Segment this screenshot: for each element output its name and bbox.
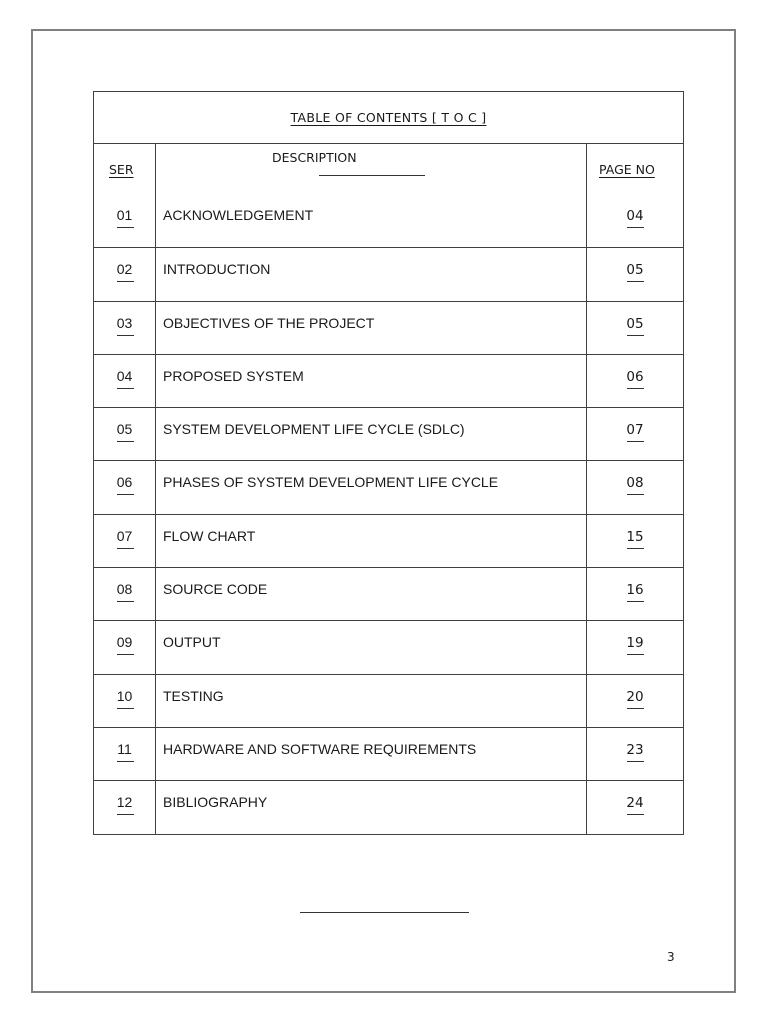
ser-cell [94, 781, 156, 833]
page-underline [627, 281, 644, 282]
page-underline [627, 494, 644, 495]
page-number-cell: 24 [626, 795, 644, 812]
ser-underline [117, 388, 134, 389]
description-cell [156, 781, 587, 833]
page-number-cell: 08 [626, 475, 644, 492]
header-page: PAGE NO [599, 162, 655, 177]
ser-cell [94, 568, 156, 620]
toc-row [94, 514, 683, 567]
description-text: INTRODUCTION [163, 261, 271, 278]
ser-cell [94, 408, 156, 460]
page-cell [587, 621, 683, 673]
page-underline [627, 388, 644, 389]
toc-row [94, 727, 683, 780]
page-cell [587, 355, 683, 407]
page-underline [627, 227, 644, 228]
page-cell [587, 515, 683, 567]
ser-cell [94, 355, 156, 407]
page-underline [627, 601, 644, 602]
toc-title: TABLE OF CONTENTS [ T O C ] [290, 110, 487, 125]
description-text: ACKNOWLEDGEMENT [163, 207, 314, 223]
page-underline [627, 548, 644, 549]
toc-row [94, 354, 683, 407]
description-text: OUTPUT [163, 634, 221, 651]
ser-underline [117, 548, 134, 549]
page-cell [587, 194, 683, 247]
ser-underline [117, 335, 134, 336]
ser-underline [117, 441, 134, 442]
page-cell [587, 302, 683, 354]
ser-underline [117, 281, 134, 282]
page-number-cell: 16 [626, 582, 644, 599]
description-text: OBJECTIVES OF THE PROJECT [163, 314, 375, 331]
toc-row [94, 620, 683, 673]
ser-underline [117, 654, 134, 655]
page-number-cell: 23 [626, 741, 644, 758]
ser-cell [94, 621, 156, 673]
toc-title-row [94, 92, 683, 143]
header-ser: SER [109, 162, 134, 177]
toc-rows [94, 194, 683, 834]
ser-number: 05 [116, 421, 133, 438]
page-number-cell: 04 [626, 208, 644, 224]
description-text: PROPOSED SYSTEM [163, 367, 304, 384]
toc-row [94, 567, 683, 620]
page-cell [587, 568, 683, 620]
description-text: FLOW CHART [163, 527, 256, 544]
description-text: HARDWARE AND SOFTWARE REQUIREMENTS [163, 740, 477, 757]
header-description-underline [319, 175, 425, 176]
ser-cell [94, 302, 156, 354]
description-cell [156, 194, 587, 247]
ser-underline [117, 761, 134, 762]
page-underline [627, 654, 644, 655]
header-page-cell [587, 144, 683, 194]
page-number-cell: 07 [626, 422, 644, 439]
signature-line [300, 912, 469, 913]
ser-underline [117, 708, 134, 709]
toc-row [94, 301, 683, 354]
description-cell [156, 515, 587, 567]
description-cell [156, 302, 587, 354]
page-cell [587, 408, 683, 460]
ser-cell [94, 248, 156, 300]
ser-number: 03 [116, 314, 133, 331]
ser-number: 09 [116, 634, 133, 651]
page-number-cell: 05 [626, 262, 644, 279]
page-number-cell: 06 [626, 368, 644, 385]
ser-number: 04 [116, 367, 133, 384]
page-underline [627, 441, 644, 442]
ser-number: 11 [117, 740, 132, 757]
description-cell [156, 568, 587, 620]
page-cell [587, 781, 683, 833]
page-cell [587, 675, 683, 727]
ser-underline [117, 814, 134, 815]
description-cell [156, 408, 587, 460]
page-underline [627, 761, 644, 762]
description-text: PHASES OF SYSTEM DEVELOPMENT LIFE CYCLE [163, 474, 499, 491]
page-underline [627, 814, 644, 815]
description-cell [156, 461, 587, 513]
page-cell [587, 728, 683, 780]
toc-table [93, 91, 684, 835]
ser-underline [117, 494, 134, 495]
ser-cell [94, 675, 156, 727]
page-number-cell: 19 [626, 635, 644, 652]
description-cell [156, 728, 587, 780]
toc-row [94, 460, 683, 513]
ser-number: 01 [116, 207, 133, 223]
header-description-cell [156, 144, 587, 194]
ser-cell [94, 515, 156, 567]
description-cell [156, 675, 587, 727]
ser-number: 06 [116, 474, 133, 491]
toc-row [94, 247, 683, 300]
description-text: TESTING [163, 687, 224, 704]
ser-cell [94, 194, 156, 247]
page-number-cell: 20 [626, 688, 644, 705]
header-description: DESCRIPTION [272, 150, 357, 165]
ser-number: 10 [116, 687, 133, 704]
toc-row [94, 780, 683, 833]
page-underline [627, 708, 644, 709]
description-text: SYSTEM DEVELOPMENT LIFE CYCLE (SDLC) [163, 421, 465, 438]
header-ser-cell [94, 144, 156, 194]
ser-underline [117, 227, 134, 228]
ser-cell [94, 461, 156, 513]
page-underline [627, 335, 644, 336]
ser-cell [94, 728, 156, 780]
page-number-cell: 15 [626, 528, 644, 545]
toc-row [94, 194, 683, 247]
page-cell [587, 248, 683, 300]
description-text: SOURCE CODE [163, 581, 268, 598]
toc-header-row [94, 143, 683, 194]
page-number-cell: 05 [626, 315, 644, 332]
page-cell [587, 461, 683, 513]
description-cell [156, 248, 587, 300]
ser-number: 02 [116, 261, 133, 278]
description-cell [156, 621, 587, 673]
toc-row [94, 407, 683, 460]
ser-number: 12 [116, 794, 133, 811]
page-number: 3 [667, 950, 675, 964]
ser-underline [117, 601, 134, 602]
ser-number: 08 [116, 581, 133, 598]
description-cell [156, 355, 587, 407]
toc-row [94, 674, 683, 727]
ser-number: 07 [116, 527, 133, 544]
description-text: BIBLIOGRAPHY [163, 794, 268, 811]
